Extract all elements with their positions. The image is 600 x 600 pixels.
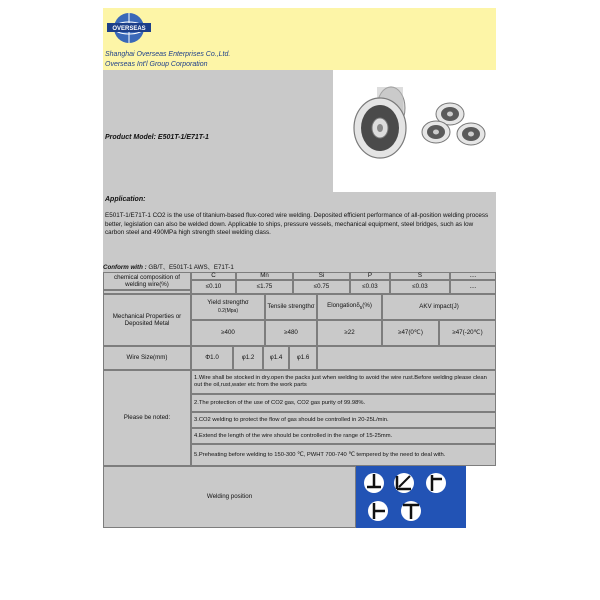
chem-header-mn: Mn xyxy=(236,272,293,280)
wire-size-1-2: φ1.2 xyxy=(233,346,263,370)
chem-value-si: ≤0.75 xyxy=(293,280,350,294)
chem-value-more: .... xyxy=(450,280,496,294)
chem-value-p: ≤0.03 xyxy=(350,280,390,294)
application-text: E501T-1/E71T-1 CO2 is the use of titanium-based flux-cored wire welding. Deposited efficient performance of all-position welding process better, legislation can also be welded down. Applicable to ships, pressure vessels, mechanical equipment, steel bridges, such as low carbon steel and 490MPa high strength steel welding class. xyxy=(105,212,489,237)
horizontal-fillet-icon xyxy=(394,473,414,493)
chem-value-c: ≤0.10 xyxy=(191,280,236,294)
application-title: Application: xyxy=(105,196,146,203)
akv-value-0c: ≥47(0℃) xyxy=(382,320,439,346)
company-name: Shanghai Overseas Enterprises Co.,Ltd. xyxy=(105,51,231,58)
wire-size-blank xyxy=(317,346,496,370)
chem-header-si: Si xyxy=(293,272,350,280)
chem-value-s: ≤0.03 xyxy=(390,280,450,294)
elongation-value: ≥22 xyxy=(317,320,382,346)
vertical-position-icon xyxy=(426,473,446,493)
wire-size-1-0: Φ1.0 xyxy=(191,346,233,370)
chemical-label: chemical composition of welding wire(%) xyxy=(103,272,191,290)
wire-size-label: Wire Size(mm) xyxy=(103,346,191,370)
company-logo xyxy=(107,10,151,46)
welding-position-blank xyxy=(466,466,496,528)
horizontal-position-icon xyxy=(401,501,421,521)
tensile-value: ≥480 xyxy=(265,320,317,346)
akv-value-minus20c: ≥47(-20℃) xyxy=(439,320,496,346)
product-model-band xyxy=(103,70,333,192)
conform-standards: GB/T、E501T-1 AWS、E71T-1 xyxy=(148,264,234,271)
logo-text: OVERSEAS xyxy=(112,26,146,32)
chem-value-mn: ≤1.75 xyxy=(236,280,293,294)
wire-size-1-4: φ1.4 xyxy=(263,346,289,370)
welding-position-label: Welding position xyxy=(103,466,356,528)
yield-value: ≥400 xyxy=(191,320,265,346)
note-3: 3.CO2 welding to protect the flow of gas should be controlled in 20-25L/min. xyxy=(191,412,496,428)
wire-size-1-6: φ1.6 xyxy=(289,346,317,370)
yield-header: Yield strengthσ 0.2(Mpa) xyxy=(191,294,265,320)
conform-line xyxy=(103,264,496,272)
flat-position-icon xyxy=(364,473,384,493)
chem-header-more: .... xyxy=(450,272,496,280)
akv-header: AKV impact(J) xyxy=(382,294,496,320)
product-datasheet xyxy=(103,8,496,592)
company-header xyxy=(103,8,496,70)
welding-position-diagram xyxy=(356,466,466,528)
note-4: 4.Extend the length of the wire should be controlled in the range of 15-25mm. xyxy=(191,428,496,444)
group-name: Overseas Int'l Group Corporation xyxy=(105,61,208,68)
wire-spool-photo xyxy=(333,70,496,192)
note-2: 2.The protection of the use of CO2 gas, CO2 gas purity of 99.98%. xyxy=(191,394,496,412)
note-5: 5.Preheating before welding to 150-300 ℃, PWHT 700-740 ℃ tempered by the need to deal with. xyxy=(191,444,496,466)
mechanical-label: Mechanical Properties or Deposited Metal xyxy=(103,294,191,346)
overhead-position-icon xyxy=(368,501,388,521)
conform-label: Conform with : xyxy=(103,264,147,271)
application-section xyxy=(103,192,496,264)
tensile-header: Tensile strengthσ xyxy=(265,294,317,320)
chem-header-p: P xyxy=(350,272,390,280)
chem-header-s: S xyxy=(390,272,450,280)
note-1: 1.Wire shall be stocked in dry.open the packs just when welding to avoid the wire rust.Before welding please clean out the oil,rust,water etc from the work parts xyxy=(191,370,496,394)
product-model: Product Model: E501T-1/E71T-1 xyxy=(105,134,209,141)
notes-label: Please be noted: xyxy=(103,370,191,466)
elongation-header: Elongationδ$_5$(%) xyxy=(317,294,382,320)
chem-header-c: C xyxy=(191,272,236,280)
